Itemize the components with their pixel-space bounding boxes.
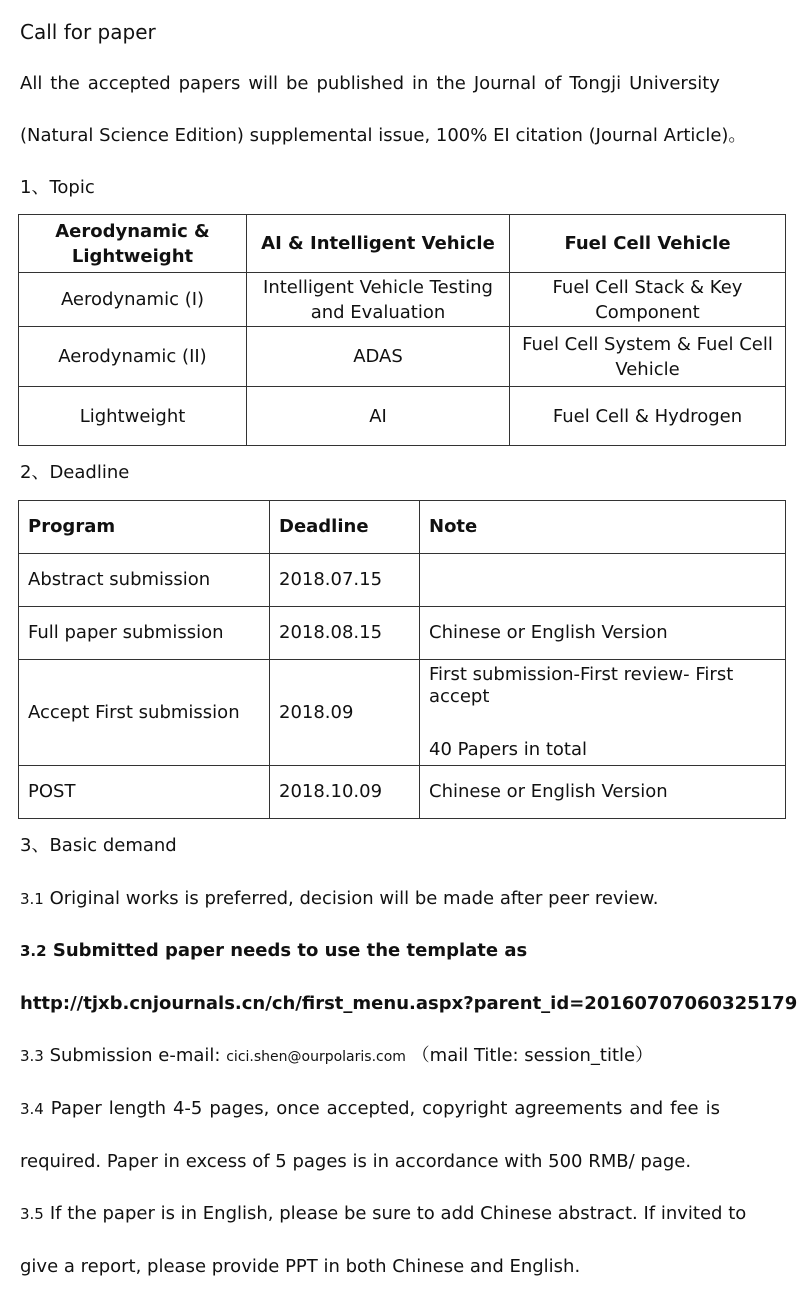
topic-table-header-row (19, 215, 786, 273)
demand-item-3-4-line-2: required. Paper in excess of 5 pages is in accordance with 500 RMB/ page. (20, 1151, 692, 1172)
item-text: Original works is preferred, decision will be made after peer review. (49, 888, 659, 909)
topic-cell: Intelligent Vehicle Testing and Evaluation (247, 273, 510, 327)
topic-cell: Lightweight (19, 387, 247, 446)
topic-cell: ADAS (247, 327, 510, 387)
word: length (108, 1098, 167, 1119)
deadline-table-header-row (19, 501, 786, 554)
word: will (248, 73, 279, 94)
word: Tongji (569, 73, 622, 94)
demand-item-3-2 (20, 940, 527, 962)
demand-item-3-4-line-1 (20, 1098, 720, 1120)
word: Journal (473, 73, 537, 94)
item-number: 3.2 (20, 942, 47, 960)
topic-table (18, 214, 786, 446)
deadline-header-cell: Program (19, 501, 270, 554)
topic-table-row (19, 273, 786, 327)
word: published (316, 73, 405, 94)
deadline-table-row (19, 607, 786, 660)
demand-item-3-3 (20, 1045, 653, 1068)
word: accepted, (326, 1098, 416, 1119)
topic-cell: Aerodynamic (I) (19, 273, 247, 327)
item-number: 3.3 (20, 1047, 44, 1065)
note-cell (420, 660, 786, 766)
program-cell: Abstract submission (19, 554, 270, 607)
item-number: 3.1 (20, 890, 44, 908)
word: of (544, 73, 562, 94)
word: All (20, 73, 43, 94)
intro-line-2: (Natural Science Edition) supplemental issue, 100% EI citation (Journal Article)。 (20, 125, 747, 146)
word: in (411, 73, 429, 94)
item-text: Submitted paper needs to use the template as (52, 940, 528, 961)
demand-item-3-1 (20, 888, 658, 910)
word: accepted (87, 73, 171, 94)
deadline-table (18, 500, 786, 819)
topic-cell: Fuel Cell System & Fuel Cell Vehicle (510, 327, 786, 387)
demand-item-3-5-line-1 (20, 1203, 747, 1225)
word: copyright (422, 1098, 508, 1119)
word: and (629, 1098, 664, 1119)
deadline-cell: 2018.09 (270, 660, 420, 766)
note-cell (420, 554, 786, 607)
program-cell: Accept First submission (19, 660, 270, 766)
topic-header-cell: Aerodynamic & Lightweight (19, 215, 247, 273)
word: University (629, 73, 720, 94)
deadline-header-cell: Deadline (270, 501, 420, 554)
section-topic-heading: 1、Topic (20, 177, 95, 198)
note-cell: Chinese or English Version (420, 766, 786, 819)
topic-table-row (19, 327, 786, 387)
section-demand-heading: 3、Basic demand (20, 835, 177, 856)
note-line: 40 Papers in total (429, 739, 587, 760)
section-deadline-heading: 2、Deadline (20, 462, 130, 483)
topic-cell: Fuel Cell Stack & Key Component (510, 273, 786, 327)
deadline-table-row (19, 554, 786, 607)
word: 3.4 (20, 1100, 44, 1118)
page-title: Call for paper (20, 20, 156, 44)
topic-table-row (19, 387, 786, 446)
item-label: Submission e-mail: (49, 1045, 221, 1066)
word: pages, (209, 1098, 270, 1119)
word: agreements (514, 1098, 623, 1119)
word: the (436, 73, 466, 94)
topic-cell: Aerodynamic (II) (19, 327, 247, 387)
word: 4-5 (172, 1098, 203, 1119)
deadline-table-row (19, 660, 786, 766)
note-cell: Chinese or English Version (420, 607, 786, 660)
topic-cell: AI (247, 387, 510, 446)
note-line: First submission-First review- First accept (429, 664, 734, 707)
demand-item-3-5-line-2: give a report, please provide PPT in both Chinese and English. (20, 1256, 581, 1277)
topic-header-cell: Fuel Cell Vehicle (510, 215, 786, 273)
deadline-header-cell: Note (420, 501, 786, 554)
intro-line-1 (20, 73, 720, 95)
template-url-link[interactable]: http://tjxb.cnjournals.cn/ch/first_menu.aspx?parent_id=20160707060325179 (20, 993, 798, 1014)
word: fee (670, 1098, 699, 1119)
deadline-cell: 2018.10.09 (270, 766, 420, 819)
mail-title-note: （mail Title: session_title） (411, 1045, 654, 1066)
word: the (50, 73, 80, 94)
word: is (705, 1098, 720, 1119)
topic-header-cell: AI & Intelligent Vehicle (247, 215, 510, 273)
deadline-cell: 2018.07.15 (270, 554, 420, 607)
word: be (286, 73, 309, 94)
deadline-cell: 2018.08.15 (270, 607, 420, 660)
deadline-table-row (19, 766, 786, 819)
word: Paper (50, 1098, 102, 1119)
program-cell: POST (19, 766, 270, 819)
item-number: 3.5 (20, 1205, 44, 1223)
email-link[interactable]: cici.shen@ourpolaris.com (226, 1049, 406, 1065)
word: once (276, 1098, 320, 1119)
item-text: If the paper is in English, please be sure to add Chinese abstract. If invited to (49, 1203, 747, 1224)
word: papers (178, 73, 241, 94)
topic-cell: Fuel Cell & Hydrogen (510, 387, 786, 446)
program-cell: Full paper submission (19, 607, 270, 660)
